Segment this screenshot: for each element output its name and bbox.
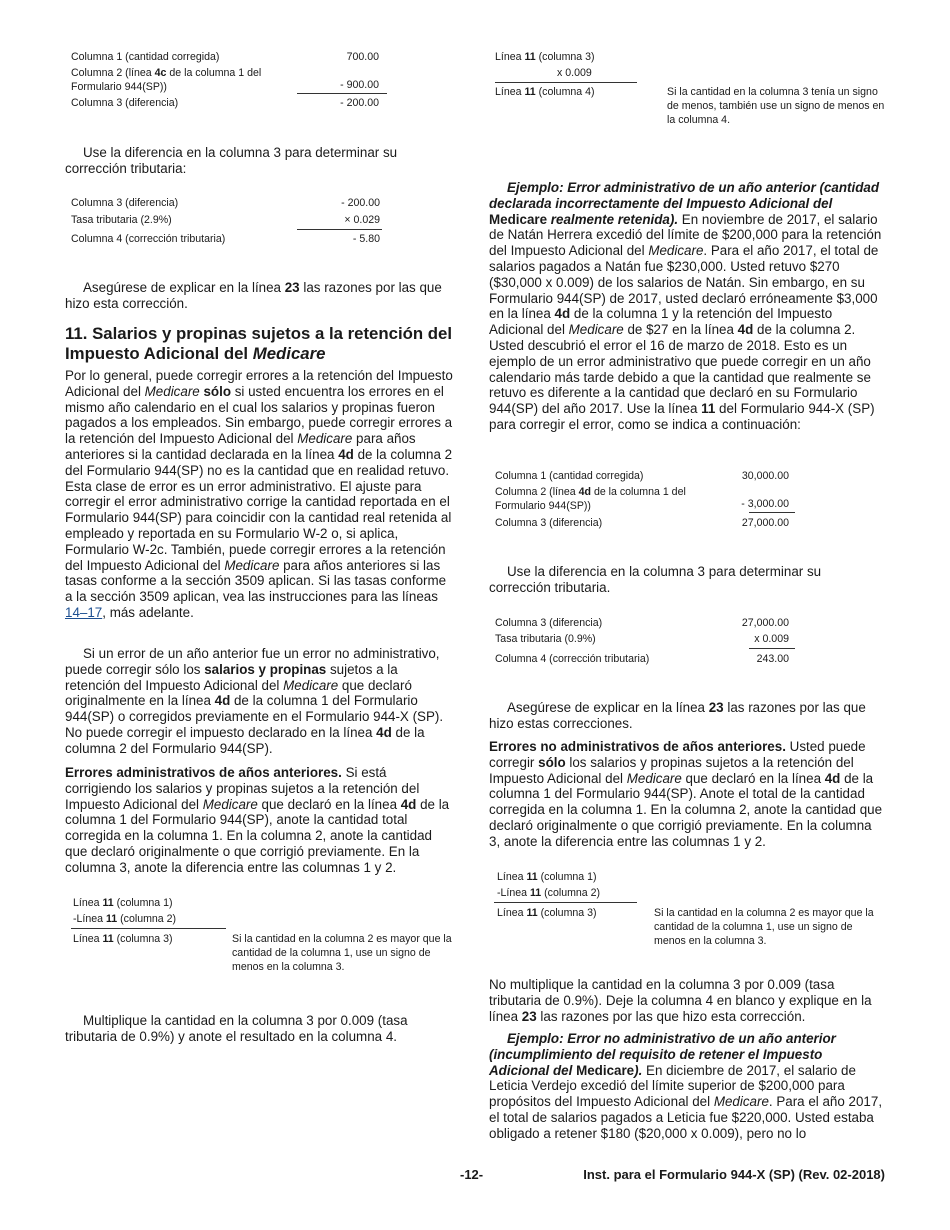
table-row-value: - 5.80	[352, 233, 380, 245]
paragraph: Por lo general, puede corregir errores a la retención del Impuesto Adicional del Medicare sólo si usted encuentra los errores en el mismo año calendario en el cual los salarios y propinas fueron pagados a los empleados. Sin embargo, puede corregir errores a la retención del Impuesto Adicional del Medicare para años anteriores si la cantidad declarada en la línea 4d de la columna 2 del Formulario 944(SP) no es la cantidad que en realidad retuvo. Esta clase de error es un error administrativo. El ajuste para corregir el error administrativo corrige la cantidad reportada en el Formulario 944(SP) para coincidir con la cantidad real retenida al empleado y reportada en su Formulario W-2 o, si aplica, Formulario W-2c. También, puede corregir errores a la retención del Impuesto Adicional del Medicare para años anteriores si las tasas conforme a la sección 3509 aplican. Si las tasas conforme a la sección 3509 aplican, vea las instrucciones para las líneas 14–17, más adelante.	[65, 368, 453, 620]
table-row-label: -Línea 11 (columna 2)	[73, 913, 177, 925]
table-line-11-nonadmin	[497, 870, 885, 950]
table-note: Si la cantidad en la columna 3 tenía un signo de menos, también use un signo de menos en la columna 4.	[667, 86, 885, 126]
table-row-label: x 0.009	[557, 67, 592, 79]
table-row-label: Línea 11 (columna 1)	[497, 871, 597, 883]
table-tax-correction	[71, 196, 380, 251]
table-row-label: Columna 2 (línea 4c de la columna 1 del	[71, 67, 262, 79]
paragraph: Use la diferencia en la columna 3 para determinar su corrección tributaria.	[489, 564, 822, 595]
paragraph: Asegúrese de explicar en la línea 23 las razones por las que hizo esta corrección.	[65, 280, 442, 311]
table-row-label: Columna 3 (diferencia)	[495, 617, 603, 629]
table-row-label: -Línea 11 (columna 2)	[497, 887, 601, 899]
table-row-label: Línea 11 (columna 1)	[73, 897, 173, 909]
table-row-label: Formulario 944(SP))	[71, 81, 167, 93]
table-line-11-multiply	[495, 50, 885, 130]
table-row-value: 27,000.00	[741, 617, 789, 629]
table-row-label: Columna 4 (corrección tributaria)	[495, 653, 650, 665]
table-row-value: - 3,000.00	[741, 498, 789, 510]
table-row-label: Columna 1 (cantidad corregida)	[495, 470, 644, 482]
table-correction-amounts	[71, 50, 379, 112]
table-row-label: Tasa tributaria (0.9%)	[495, 633, 596, 645]
table-row-value: × 0.029	[344, 214, 380, 226]
table-row-value: 27,000.00	[741, 517, 789, 529]
paragraph: Multiplique la cantidad en la columna 3 por 0.009 (tasa tributaria de 0.9%) y anote el resultado en la columna 4.	[65, 1013, 408, 1044]
table-note: Si la cantidad en la columna 2 es mayor que la cantidad de la columna 1, use un signo de menos en la columna 3.	[232, 933, 452, 973]
table-row-label: Formulario 944(SP))	[495, 500, 591, 512]
lines-14-17-link[interactable]: 14–17	[65, 604, 103, 620]
paragraph: Ejemplo: Error administrativo de un año anterior (cantidad declarada incorrectamente del Impuesto Adicional del Medicare realmente retenida). En noviembre de 2017, el salario de Natán Herrera excedió del límite de $200,000 para la retención del Impuesto Adicional del Medicare. Para el año 2017, el total de salarios pagados a Natán fue $230,000. Usted retuvo $270 ($30,000 x 0.009) de los salarios de Natán. Sin embargo, en su Formulario 944(SP) de 2017, usted declaró erróneamente $3,000 en la línea 4d de la columna 1 y la retención del Impuesto Adicional del Medicare de $27 en la línea 4d de la columna 2. Usted descubrió el error el 16 de marzo de 2018. Esto es un ejemplo de un error administrativo que puede corregir en un año calendario más tarde debido a que la cantidad que realmente se retuvo es diferente a la cantidad que declaró en su Formulario 944(SP) del año 2017. Use la línea 11 del Formulario 944-X (SP) para corregir el error, como se indica a continuación:	[489, 180, 882, 432]
table-row-value: - 200.00	[340, 97, 379, 109]
table-row-label: Tasa tributaria (2.9%)	[71, 214, 172, 226]
table-row-label: Columna 1 (cantidad corregida)	[71, 51, 220, 63]
table-example-tax-correction	[495, 616, 789, 671]
paragraph: Errores administrativos de años anteriores. Si está corrigiendo los salarios y propinas sujetos a la retención del Impuesto Adicional del Medicare que declaró en la línea 4d de la columna 1 del Formulario 944(SP), anote la cantidad total corregida en la columna 1. En la columna 2, anote la cantidad que declaró originalmente o que corrigió previamente. En la columna 3, anote la diferencia entre las columnas 1 y 2.	[65, 765, 450, 875]
paragraph: No multiplique la cantidad en la columna 3 por 0.009 (tasa tributaria de 0.9%). Deje la columna 4 en blanco y explique en la línea 23 las razones por las que hizo esta corrección.	[489, 977, 872, 1024]
table-row-label: Columna 3 (diferencia)	[71, 97, 179, 109]
table-row-label: Columna 3 (diferencia)	[495, 517, 603, 529]
table-row-value: 700.00	[346, 51, 379, 63]
table-row-value: x 0.009	[754, 633, 789, 645]
table-row-label: Línea 11 (columna 3)	[497, 907, 597, 919]
table-row-label: Línea 11 (columna 3)	[73, 933, 173, 945]
table-divider	[297, 93, 387, 94]
table-divider	[749, 648, 795, 649]
table-row-value: 30,000.00	[741, 470, 789, 482]
paragraph: Errores no administrativos de años anteriores. Usted puede corregir sólo los salarios y propinas sujetos a la retención del Impuesto Adicional del Medicare que declaró en la línea 4d de la columna 1 del Formulario 944(SP). Anote el total de la cantidad corregida en la columna 1. En la columna 2, anote la cantidad que declaró originalmente o que corrigió previamente. En la columna 3, anote la diferencia entre las columnas 1 y 2.	[489, 739, 883, 849]
table-divider	[494, 902, 637, 903]
footer-title: Inst. para el Formulario 944-X (SP) (Rev. 02-2018)	[583, 1167, 885, 1182]
table-row-value: - 900.00	[340, 79, 379, 91]
table-divider	[71, 928, 226, 929]
table-row-label: Línea 11 (columna 3)	[495, 51, 595, 63]
page-number: -12-	[460, 1167, 484, 1182]
table-row-label: Columna 3 (diferencia)	[71, 197, 179, 209]
paragraph: Ejemplo: Error no administrativo de un año anterior (incumplimiento del requisito de retener el Impuesto Adicional del Medicare). En diciembre de 2017, el salario de Leticia Verdejo excedió del límite superior de $200,000 para propósitos del Impuesto Adicional del Medicare. Para el año 2017, el total de salarios pagados a Leticia fue $220,000. Usted estaba obligado a retener $180 ($20,000 x 0.009), pero no lo	[489, 1031, 883, 1141]
paragraph: Use la diferencia en la columna 3 para determinar su corrección tributaria:	[65, 145, 398, 176]
table-line-11	[73, 896, 458, 976]
table-row-label: Columna 4 (corrección tributaria)	[71, 233, 226, 245]
table-row-label: Línea 11 (columna 4)	[495, 86, 595, 98]
table-example-amounts	[495, 469, 789, 531]
table-row-value: 243.00	[756, 653, 789, 665]
table-divider	[495, 82, 637, 83]
section-heading: 11. Salarios y propinas sujetos a la retención del Impuesto Adicional del Medicare	[65, 324, 453, 363]
table-divider	[297, 229, 382, 230]
table-note: Si la cantidad en la columna 2 es mayor que la cantidad de la columna 1, use un signo de menos en la columna 3.	[654, 907, 874, 947]
table-row-value: - 200.00	[341, 197, 380, 209]
paragraph: Si un error de un año anterior fue un error no administrativo, puede corregir sólo los salarios y propinas sujetos a la retención del Impuesto Adicional del Medicare que declaró originalmente en la línea 4d de la columna 1 del Formulario 944(SP) o corregidos previamente en el Formulario 944-X (SP). No puede corregir el impuesto declarado en la línea 4d de la columna 2 del Formulario 944(SP).	[65, 646, 444, 756]
paragraph: Asegúrese de explicar en la línea 23 las razones por las que hizo estas correcciones.	[489, 700, 866, 731]
table-divider	[749, 512, 795, 513]
table-row-label: Columna 2 (línea 4d de la columna 1 del	[495, 486, 686, 498]
